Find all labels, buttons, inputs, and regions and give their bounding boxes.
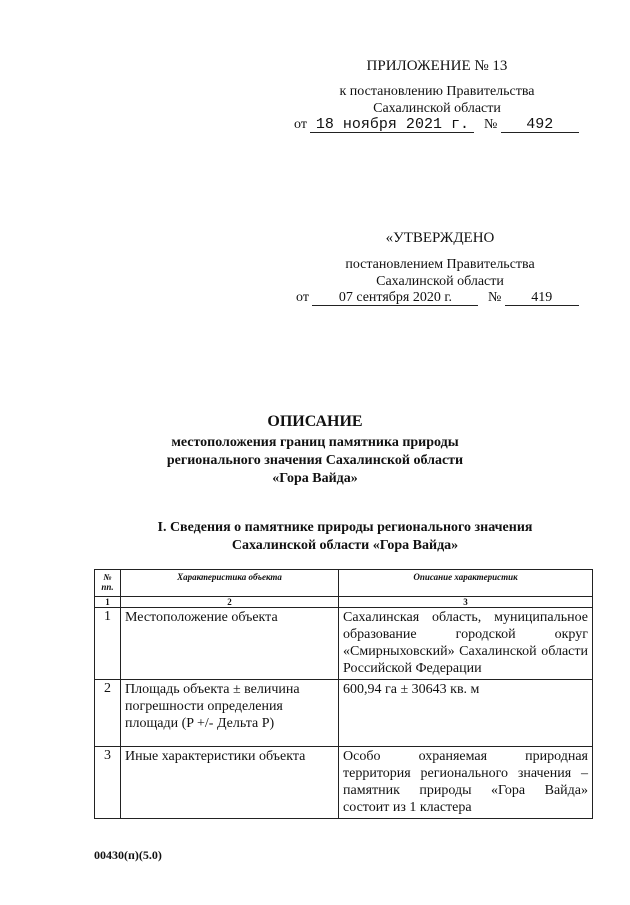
appendix-title: ПРИЛОЖЕНИЕ № 13	[366, 58, 508, 74]
approved-from-label: от	[296, 290, 309, 305]
approved-title: «УТВЕРЖДЕНО	[385, 230, 495, 246]
approved-line-1: постановлением Правительства	[345, 257, 535, 272]
row-number: 1	[95, 608, 121, 680]
header-characteristic: Характеристика объекта	[121, 570, 339, 597]
approved-line-2: Сахалинской области	[376, 274, 504, 289]
header-number: № пп.	[95, 570, 121, 597]
row-characteristic: Местоположение объекта	[121, 608, 339, 680]
column-number-3: 3	[339, 597, 593, 608]
characteristics-table	[94, 569, 593, 819]
approved-date-row	[296, 290, 579, 306]
table-row	[95, 608, 593, 680]
header-description: Описание характеристик	[339, 570, 593, 597]
column-number-1: 1	[95, 597, 121, 608]
table-header-row	[95, 570, 593, 597]
column-number-2: 2	[121, 597, 339, 608]
appendix-date-value: 18 ноября 2021 г.	[310, 117, 474, 133]
row-characteristic: Площадь объекта ± величина погрешности определения площади (P +/- Дельта P)	[121, 680, 339, 747]
approved-date-value: 07 сентября 2020 г.	[312, 290, 478, 306]
appendix-number-label: №	[483, 117, 498, 132]
approved-number-value: 419	[505, 290, 579, 306]
row-description: 600,94 га ± 30643 кв. м	[339, 680, 593, 747]
appendix-from-label: от	[294, 117, 307, 132]
row-description: Сахалинская область, муниципальное образование городской округ «Смирныховский» Сахалинской области Российской Федерации	[339, 608, 593, 680]
document-code: 00430(п)(5.0)	[94, 848, 162, 862]
approved-number-label: №	[487, 290, 502, 305]
appendix-date-row	[294, 117, 579, 133]
table-row	[95, 680, 593, 747]
row-number: 3	[95, 747, 121, 819]
appendix-line-1: к постановлению Правительства	[339, 84, 535, 99]
table-row	[95, 747, 593, 819]
row-description: Особо охраняемая природная территория регионального значения – памятник природы «Гора Вайда» состоит из 1 кластера	[339, 747, 593, 819]
appendix-line-2: Сахалинской области	[373, 101, 501, 116]
description-line-3: «Гора Вайда»	[272, 471, 358, 486]
appendix-number-value: 492	[501, 117, 579, 133]
row-characteristic: Иные характеристики объекта	[121, 747, 339, 819]
description-line-1: местоположения границ памятника природы	[171, 435, 459, 450]
description-heading: ОПИСАНИЕ	[267, 413, 363, 430]
description-line-2: регионального значения Сахалинской области	[166, 453, 464, 468]
section-line-2: Сахалинской области «Гора Вайда»	[231, 538, 459, 553]
section-line-1: I. Сведения о памятнике природы регионального значения	[157, 520, 533, 535]
row-number: 2	[95, 680, 121, 747]
table-column-numbers-row	[95, 597, 593, 608]
